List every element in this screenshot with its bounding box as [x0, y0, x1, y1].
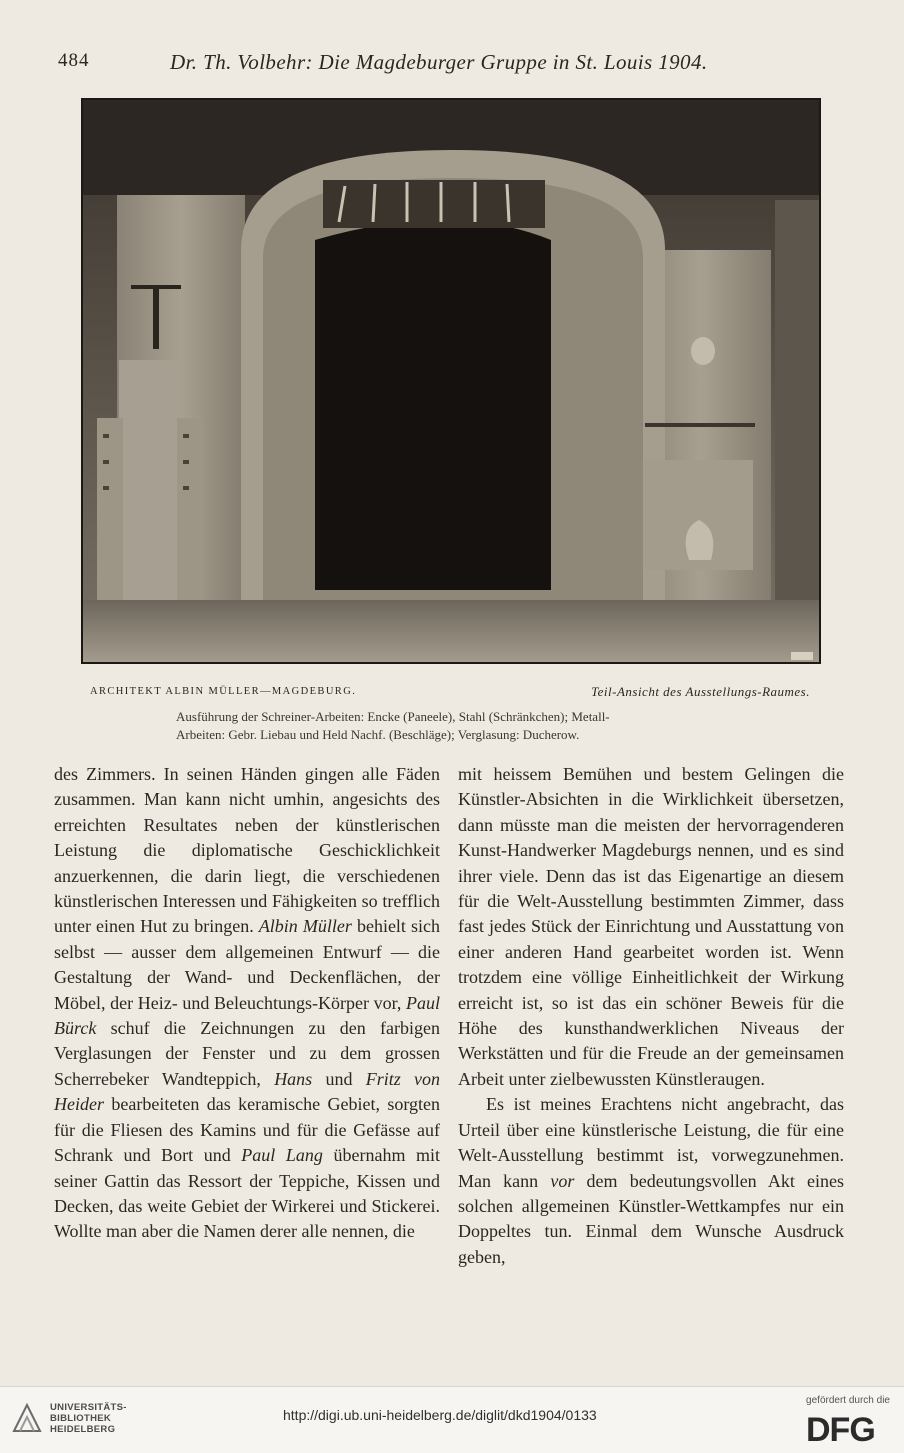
credit-line-2: Arbeiten: Gebr. Liebau und Held Nachf. (Beschläge); Verglasung: Ducherow. [176, 727, 580, 742]
left-paragraph [54, 762, 440, 1245]
body-column-right [458, 762, 844, 1270]
dfg-logo-icon [806, 1411, 892, 1445]
text-run: übernahm mit seiner Gattin das Ressort der Teppiche, Kissen und Decken, das weite Gebiet der Wirkerei und Stickerei. Wollte man aber die Namen derer alle nennen, die [54, 1145, 441, 1242]
dfg-logo-text: DFG [806, 1411, 875, 1445]
text-run: Es ist meines Erachtens nicht angebracht, das Urteil über eine künstlerische Leistung, die für eine Welt-Ausstellung bestimmt ist, vorwegzunehmen. Man kann [458, 1094, 844, 1191]
running-head: Dr. Th. Volbehr: Die Magdeburger Gruppe in St. Louis 1904. [170, 50, 708, 74]
room-photo-illustration [83, 100, 819, 662]
text-run: schuf die Zeichnungen zu den farbigen Verglasungen der Fenster und zu dem grossen Scherrebeker Wandteppich, [54, 1018, 441, 1089]
library-line-3: HEIDELBERG [50, 1424, 116, 1435]
library-line-2: BIBLIOTHEK [50, 1413, 112, 1424]
credit-line-1: Ausführung der Schreiner-Arbeiten: Encke (Paneele), Stahl (Schränkchen); Metall- [176, 709, 610, 724]
footer-bar [0, 1386, 904, 1453]
emphasis-vor: vor [550, 1170, 575, 1191]
name-albin-mueller: Albin Müller [258, 916, 352, 937]
body-column-left [54, 762, 440, 1245]
text-run: behielt sich selbst — ausser dem allgemeinen Entwurf — die Gestaltung der Wand- und Deckenflächen, der Möbel, der Heiz- und Beleuchtungs-Körper vor, [54, 916, 441, 1013]
university-library-logo-icon [10, 1401, 44, 1437]
library-name [50, 1402, 127, 1435]
exhibition-room-photograph [81, 98, 821, 664]
permalink[interactable]: http://digi.ub.uni-heidelberg.de/diglit/dkd1904/0133 [283, 1407, 597, 1423]
figure-credits [176, 708, 736, 744]
text-run: des Zimmers. In seinen Händen gingen alle Fäden zusammen. Man kann nicht umhin, angesichts des erreichten Resultates neben der künstlerischen Leistung die diplomatische Geschicklichkeit anzuerkennen, die darin liegt, die verschiedenen künstlerischen Interessen und Fähigkeiten so trefflich unter einen Hut zu bringen. [54, 764, 440, 937]
name-paul-buerck: Paul Bürck [54, 992, 440, 1039]
right-paragraph-2 [458, 1092, 844, 1270]
library-line-1: UNIVERSITÄTS- [50, 1402, 127, 1413]
name-hans: Hans [274, 1068, 313, 1089]
page-number: 484 [58, 50, 90, 71]
figure-caption-title: Teil-Ansicht des Ausstellungs-Raumes. [591, 684, 810, 699]
funding-label: gefördert durch die [806, 1395, 890, 1406]
text-run: dem bedeutungsvollen Akt eines solchen allgemeinen Künstler-Wettkampfes nur ein Doppeltes tun. Einmal dem Wunsche Ausdruck geben, [458, 1170, 845, 1267]
text-run: und [325, 1068, 353, 1089]
name-fritz-von-heider: Fritz von Heider [54, 1068, 441, 1115]
text-run: bearbeiteten das keramische Gebiet, sorgten für die Fliesen des Kamins und für die Gefässe auf Schrank und Bort und [54, 1094, 441, 1166]
figure-caption-architect: ARCHITEKT ALBIN MÜLLER—MAGDEBURG. [90, 686, 357, 697]
name-paul-lang: Paul Lang [241, 1145, 323, 1166]
right-paragraph-1: mit heissem Bemühen und bestem Gelingen die Künstler-Absichten in die Wirklichkeit übersetzen, dann müsste man die meisten der hervorragenderen Kunst-Handwerker Magdeburgs nennen, und es sind ihrer viele. Denn das ist das Eigenartige an diesem für die Welt-Ausstellung bestimmten Zimmer, dass fast jedes Stück der Einrichtung und Ausstattung von einer anderen Hand gearbeitet worden ist. Wenn trotzdem eine völlige Einheitlichkeit der Wirkung erreicht ist, so ist das ein schöner Beweis für die Höhe des kunsthandwerklichen Niveaus der Werkstätten und für die Freude an der gemeinsamen Arbeit unter zielbewussten Künstleraugen. [458, 764, 844, 1089]
